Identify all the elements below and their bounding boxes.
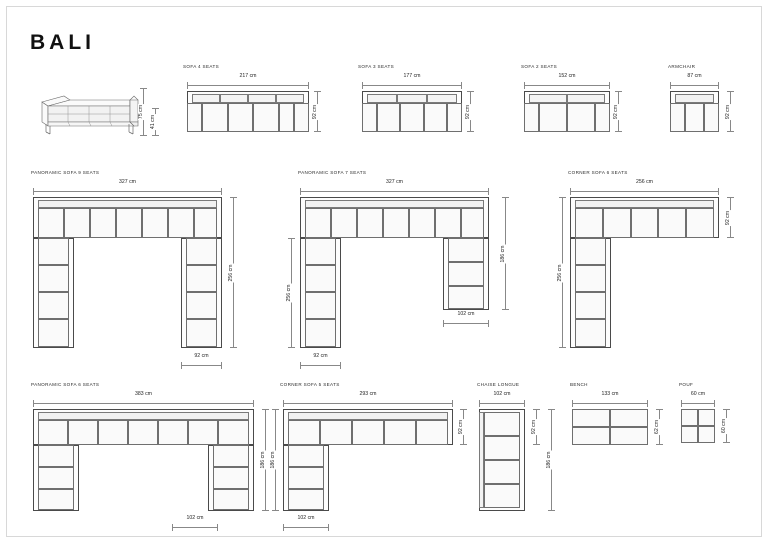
dim-bench-depth: 62 cm — [656, 409, 657, 445]
dim-corner5-arm: 92 cm — [460, 409, 461, 445]
dim-armchair-width: 87 cm — [670, 82, 719, 83]
dim-bench-width: 133 cm — [572, 400, 648, 401]
dim-sofa-2-width: 152 cm — [524, 82, 610, 83]
dim-sofa-3-depth: 92 cm — [467, 91, 468, 132]
item-corner-sofa-6-seats — [568, 170, 628, 175]
dim-sofa-2-depth: 92 cm — [615, 91, 616, 132]
dim-pano7-width: 327 cm — [300, 188, 489, 189]
item-corner-sofa-5-seats — [280, 382, 340, 387]
dim-pano9-width: 327 cm — [33, 188, 222, 189]
item-panoramic-sofa-9-seats — [31, 170, 99, 175]
item-title: CHAISE LONGUE — [477, 382, 520, 387]
dim-pano9-leg: 92 cm — [181, 362, 222, 363]
item-title: SOFA 4 SEATS — [183, 64, 220, 69]
dim-pano7-right-leg: 102 cm — [443, 320, 489, 321]
dim-chaise-width: 102 cm — [479, 400, 525, 401]
bali-sofa-perspective — [34, 88, 126, 136]
item-sofa-3-seats — [358, 64, 394, 69]
item-title: PANORAMIC SOFA 6 SEATS — [31, 382, 100, 387]
dim-corner6-depth: 256 cm — [559, 197, 560, 348]
dim-pano7-right-depth: 186 cm — [502, 197, 503, 310]
item-pouf — [679, 382, 693, 387]
dim-pano7-leg: 92 cm — [300, 362, 341, 363]
item-sofa-2-seats — [521, 64, 557, 69]
item-armchair — [668, 64, 695, 69]
item-title: ARMCHAIR — [668, 64, 696, 69]
brand-title: BALI — [30, 31, 95, 54]
item-panoramic-sofa-6-seats — [31, 382, 99, 387]
dim-corner5-leg: 102 cm — [283, 524, 329, 525]
dim-pano7-depth: 256 cm — [288, 238, 289, 348]
dim-pano6-depth: 186 cm — [262, 409, 263, 511]
dim-pano6-width: 383 cm — [33, 400, 254, 401]
dim-pano6-leg: 102 cm — [172, 524, 218, 525]
dim-armchair-depth: 92 cm — [727, 91, 728, 132]
dim-sofa-4-width: 217 cm — [187, 82, 309, 83]
dim-sofa-4-depth: 92 cm — [314, 91, 315, 132]
dim-corner5-depth: 186 cm — [272, 409, 273, 511]
dim-pouf-depth: 60 cm — [723, 409, 724, 443]
dim-height-75: 75 cm — [140, 88, 141, 136]
dim-corner6-width: 256 cm — [570, 188, 719, 189]
dim-pano9-depth: 256 cm — [230, 197, 231, 348]
dim-sofa-3-width: 177 cm — [362, 82, 462, 83]
item-title: SOFA 2 SEATS — [521, 64, 558, 69]
dim-height-41: 41 cm — [152, 108, 153, 136]
item-title: SOFA 3 SEATS — [358, 64, 395, 69]
dim-corner5-width: 293 cm — [283, 400, 453, 401]
item-panoramic-sofa-7-seats — [298, 170, 366, 175]
item-sofa-4-seats — [183, 64, 219, 69]
item-title: POUF — [679, 382, 694, 387]
dim-corner6-arm: 92 cm — [727, 197, 728, 238]
dim-pouf-width: 60 cm — [681, 400, 715, 401]
item-title: PANORAMIC SOFA 7 SEATS — [298, 170, 367, 175]
item-title: PANORAMIC SOFA 9 SEATS — [31, 170, 100, 175]
item-bench — [570, 382, 588, 387]
dim-chaise-arm: 92 cm — [533, 409, 534, 445]
item-title: CORNER SOFA 5 SEATS — [280, 382, 340, 387]
dim-chaise-depth: 186 cm — [548, 409, 549, 511]
item-chaise-longue — [477, 382, 519, 387]
item-title: BENCH — [570, 382, 588, 387]
item-title: CORNER SOFA 6 SEATS — [568, 170, 628, 175]
